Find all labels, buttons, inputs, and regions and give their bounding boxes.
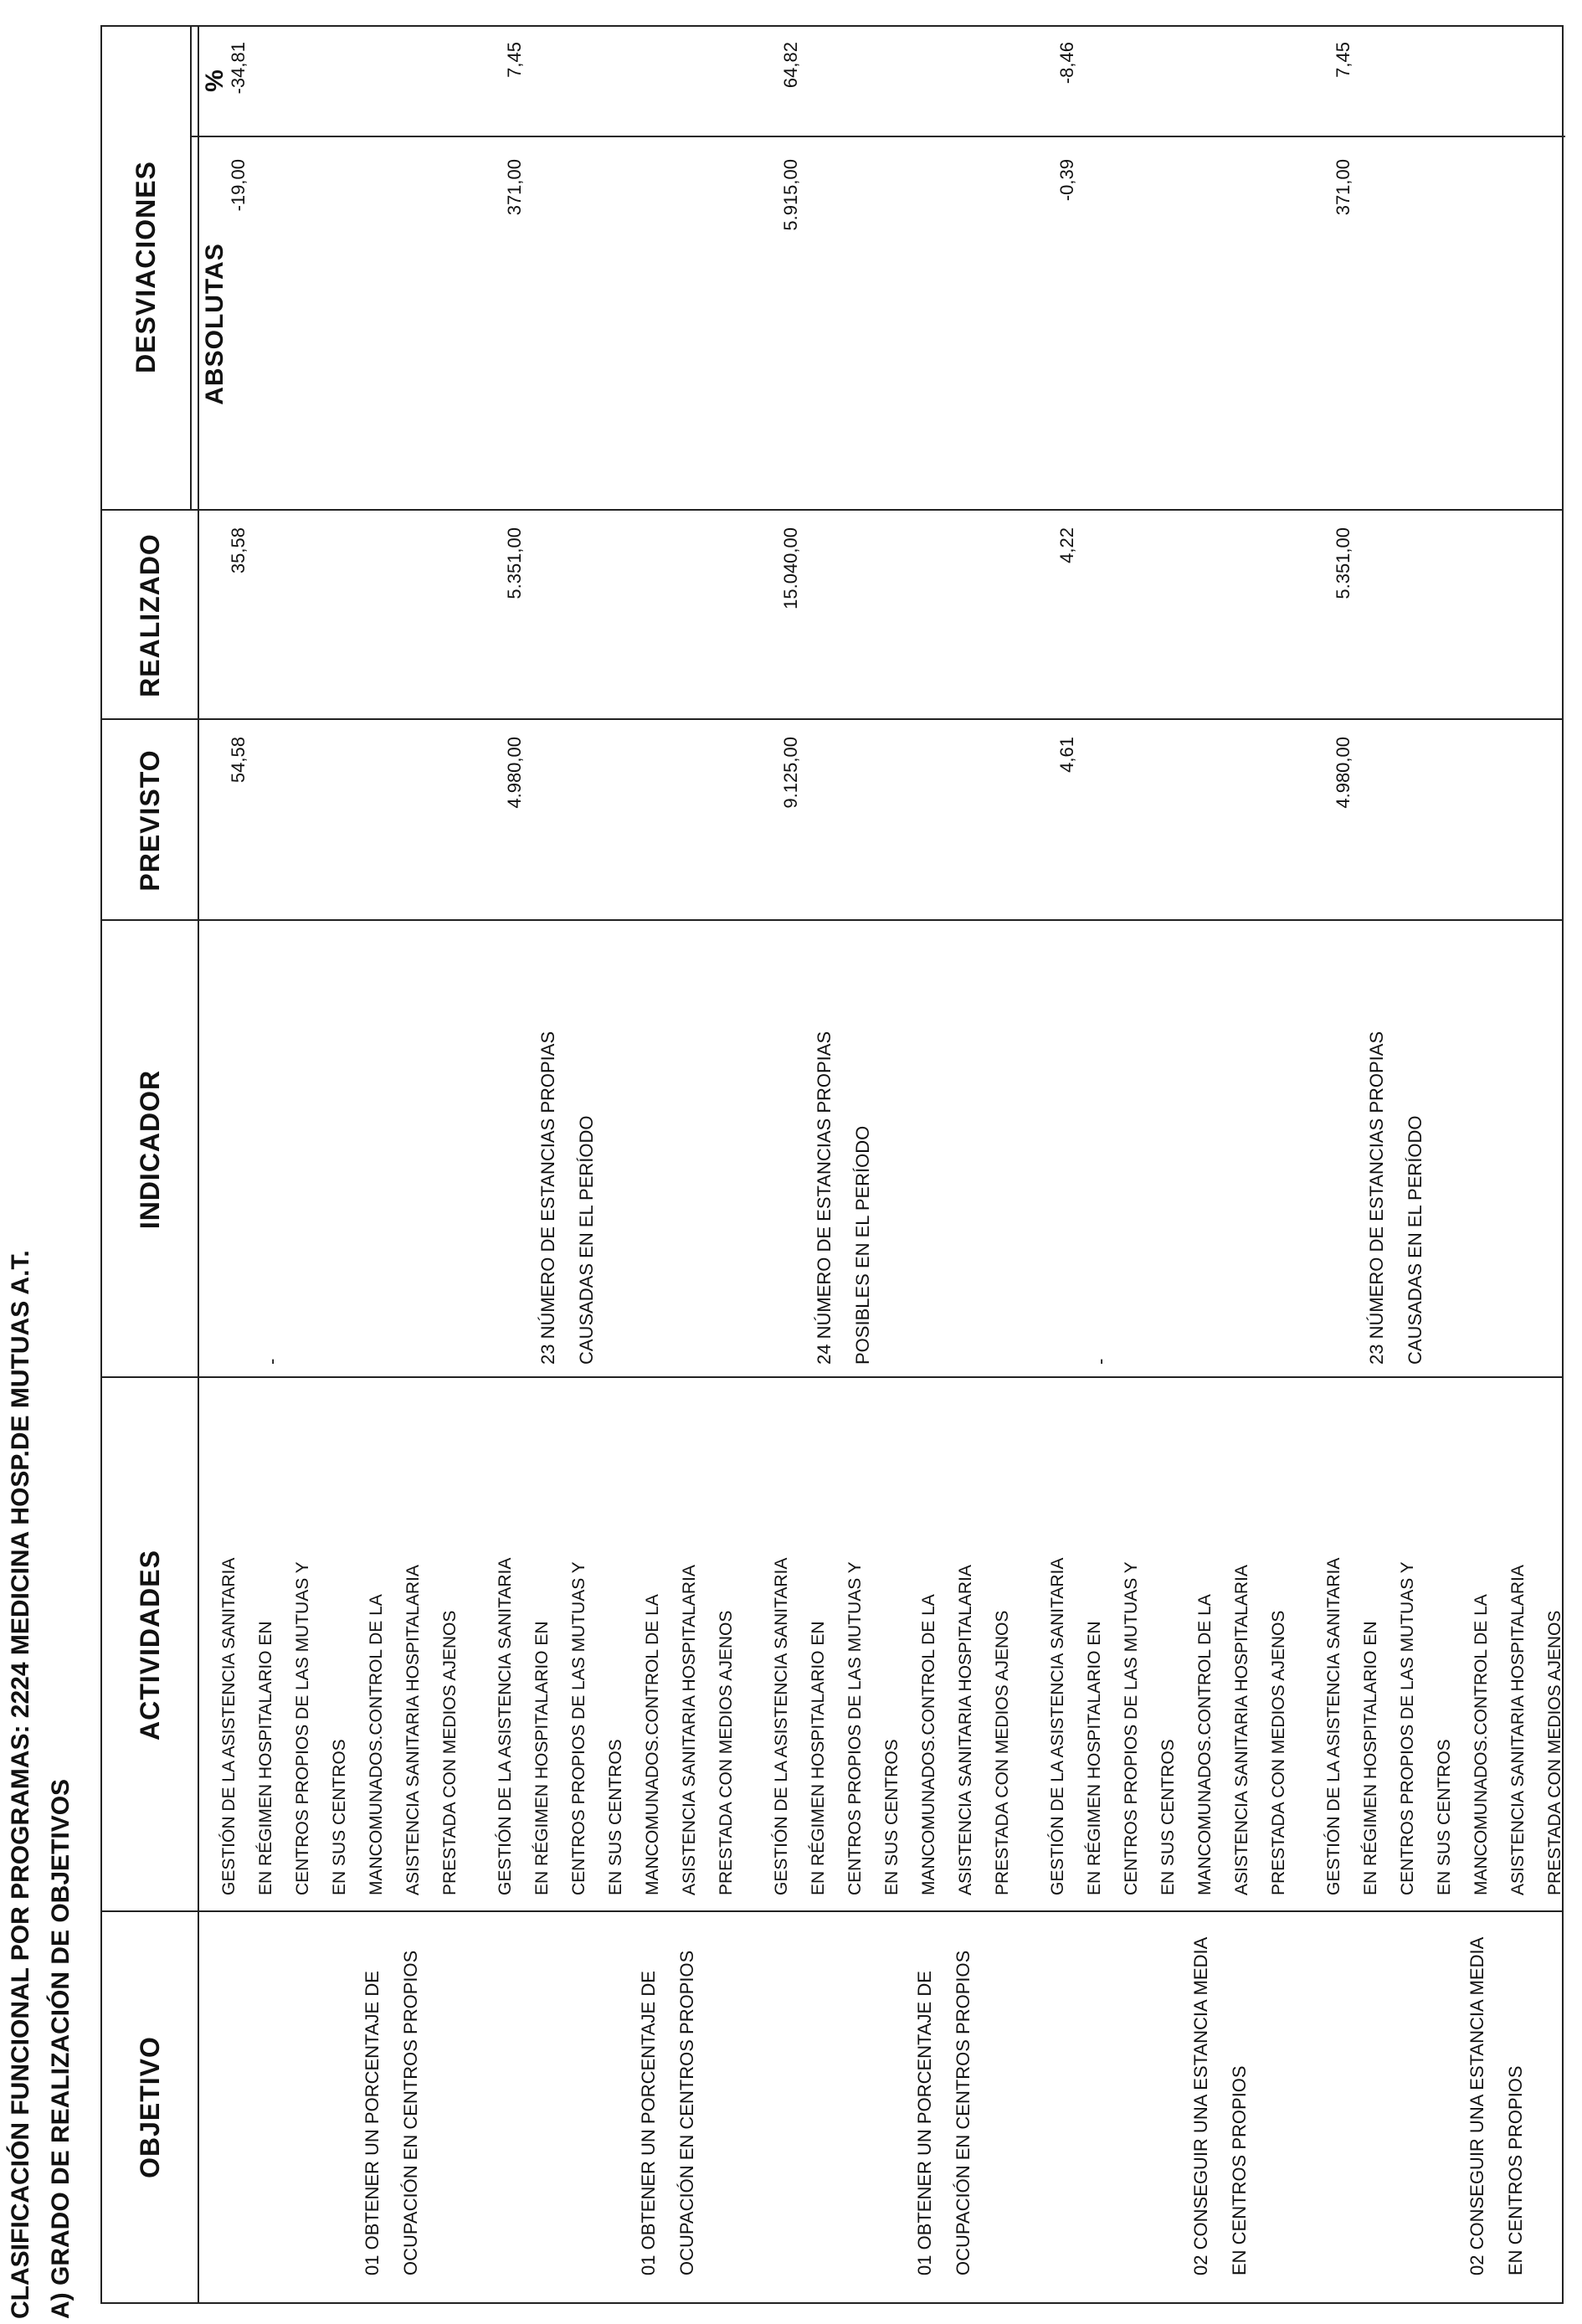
header-actividades: ACTIVIDADES bbox=[134, 1550, 165, 1740]
header-previsto: PREVISTO bbox=[134, 749, 165, 892]
col-divider bbox=[102, 509, 1562, 511]
col-divider bbox=[190, 136, 1565, 137]
header-desviaciones: DESVIACIONES bbox=[131, 161, 161, 373]
section-subtitle: A) GRADO DE REALIZACIÓN DE OBJETIVOS bbox=[47, 1778, 74, 2319]
porcentaje-value: 7,45 bbox=[504, 42, 525, 78]
objetivo-cell: 01 OBTENER UN PORCENTAJE DE OCUPACIÓN EN CENTROS PROPIOS bbox=[362, 1950, 421, 2275]
previsto-value: 9.125,00 bbox=[780, 737, 801, 809]
col-divider bbox=[102, 1376, 1562, 1378]
header-porcentaje: % bbox=[201, 69, 229, 92]
previsto-value: 4.980,00 bbox=[1333, 737, 1353, 809]
actividades-cell: GESTIÓN DE LA ASISTENCIA SANITARIA EN RÉGIMEN HOSPITALARIO EN CENTROS PROPIOS DE LAS MUTUAS Y EN SUS CENTROS MANCOMUNADOS.CONTROL DE LA ASISTENCIA SANITARIA HOSPITALARIA PRESTADA CON MEDIOS AJENOS bbox=[219, 1557, 460, 1895]
actividades-cell: GESTIÓN DE LA ASISTENCIA SANITARIA EN RÉGIMEN HOSPITALARIO EN CENTROS PROPIOS DE LAS MUTUAS Y EN SUS CENTROS MANCOMUNADOS.CONTROL DE LA ASISTENCIA SANITARIA HOSPITALARIA PRESTADA CON MEDIOS AJENOS bbox=[772, 1557, 1012, 1895]
porcentaje-value: -8,46 bbox=[1056, 42, 1077, 85]
absolutas-value: -0,39 bbox=[1056, 159, 1077, 202]
objetivo-cell: 02 CONSEGUIR UNA ESTANCIA MEDIA EN CENTROS PROPIOS bbox=[1190, 1936, 1250, 2275]
col-divider bbox=[102, 718, 1562, 720]
porcentaje-value: 7,45 bbox=[1333, 42, 1353, 78]
realizado-value: 5.351,00 bbox=[1333, 527, 1353, 599]
realizado-value: 5.351,00 bbox=[504, 527, 525, 599]
objetivo-cell: 02 CONSEGUIR UNA ESTANCIA MEDIA EN CENTROS PROPIOS bbox=[1466, 1936, 1526, 2275]
header-objetivo: OBJETIVO bbox=[134, 2036, 165, 2178]
header-realizado: REALIZADO bbox=[134, 533, 165, 697]
objetivo-cell: 01 OBTENER UN PORCENTAJE DE OCUPACIÓN EN CENTROS PROPIOS bbox=[638, 1950, 697, 2275]
absolutas-value: 371,00 bbox=[1333, 159, 1353, 216]
actividades-cell: GESTIÓN DE LA ASISTENCIA SANITARIA EN RÉGIMEN HOSPITALARIO EN CENTROS PROPIOS DE LAS MUTUAS Y EN SUS CENTROS MANCOMUNADOS.CONTROL DE LA ASISTENCIA SANITARIA HOSPITALARIA PRESTADA CON MEDIOS AJENOS bbox=[496, 1557, 736, 1895]
objetivo-cell: 01 OBTENER UN PORCENTAJE DE OCUPACIÓN EN CENTROS PROPIOS bbox=[914, 1950, 973, 2275]
realizado-value: 15.040,00 bbox=[780, 527, 801, 609]
col-divider bbox=[102, 919, 1562, 921]
actividades-cell: GESTIÓN DE LA ASISTENCIA SANITARIA EN RÉGIMEN HOSPITALARIO EN CENTROS PROPIOS DE LAS MUTUAS Y EN SUS CENTROS MANCOMUNADOS.CONTROL DE LA ASISTENCIA SANITARIA HOSPITALARIA PRESTADA CON MEDIOS AJENOS bbox=[1324, 1557, 1564, 1895]
indicador-cell: 23 NÚMERO DE ESTANCIAS PROPIAS CAUSADAS EN EL PERÍODO bbox=[1366, 1031, 1425, 1365]
col-divider bbox=[102, 1910, 1562, 1912]
absolutas-value: 371,00 bbox=[504, 159, 525, 216]
objectives-table bbox=[100, 25, 1564, 2304]
header-absolutas: ABSOLUTAS bbox=[201, 243, 229, 405]
indicador-cell: - bbox=[261, 1358, 282, 1365]
realizado-value: 35,58 bbox=[228, 527, 249, 574]
previsto-value: 54,58 bbox=[228, 737, 249, 784]
indicador-cell: 24 NÚMERO DE ESTANCIAS PROPIAS POSIBLES EN EL PERÍODO bbox=[814, 1031, 873, 1365]
header-indicador: INDICADOR bbox=[134, 1069, 165, 1230]
page-title: CLASIFICACIÓN FUNCIONAL POR PROGRAMAS: 2224 MEDICINA HOSP.DE MUTUAS A.T. bbox=[7, 1250, 34, 2319]
porcentaje-value: 64,82 bbox=[780, 42, 801, 89]
indicador-cell: - bbox=[1090, 1358, 1111, 1365]
previsto-value: 4,61 bbox=[1056, 737, 1077, 773]
actividades-cell: GESTIÓN DE LA ASISTENCIA SANITARIA EN RÉGIMEN HOSPITALARIO EN CENTROS PROPIOS DE LAS MUTUAS Y EN SUS CENTROS MANCOMUNADOS.CONTROL DE LA ASISTENCIA SANITARIA HOSPITALARIA PRESTADA CON MEDIOS AJENOS bbox=[1048, 1557, 1288, 1895]
indicador-cell: 23 NÚMERO DE ESTANCIAS PROPIAS CAUSADAS EN EL PERÍODO bbox=[537, 1031, 597, 1365]
absolutas-value: -19,00 bbox=[228, 159, 249, 212]
previsto-value: 4.980,00 bbox=[504, 737, 525, 809]
absolutas-value: 5.915,00 bbox=[780, 159, 801, 231]
realizado-value: 4,22 bbox=[1056, 527, 1077, 563]
porcentaje-value: -34,81 bbox=[228, 42, 249, 95]
